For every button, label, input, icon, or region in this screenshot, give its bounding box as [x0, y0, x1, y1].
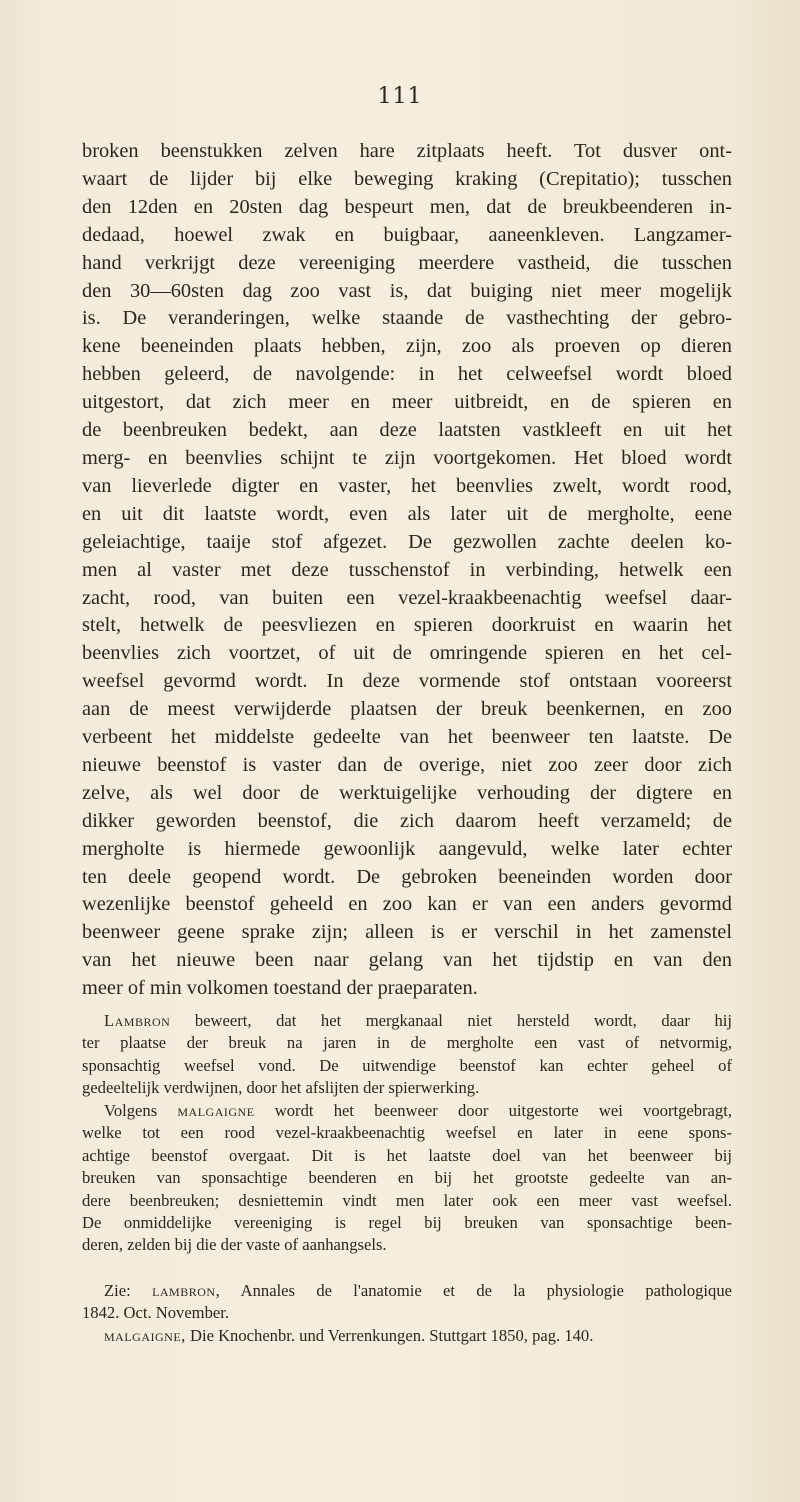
text-line: de beenbreuken bedekt, aan deze laatsten vastkleeft en uit het — [82, 419, 732, 442]
text-line: men al vaster met deze tusschenstof in verbinding, hetwelk een — [82, 558, 732, 581]
text-line: uitgestort, dat zich meer en meer uitbreidt, en de spieren en — [82, 391, 732, 414]
text-line: geleiachtige, taaije stof afgezet. De gezwollen zachte deelen ko- — [82, 530, 732, 553]
text-line: waart de lijder bij elke beweging kraking (Crepitatio); tusschen — [82, 167, 732, 190]
footnote-line: dere beenbreuken; desniettemin vindt men later ook een meer vast weefsel. — [82, 1190, 732, 1210]
text-line: wezenlijke beenstof geheeld en zoo kan er van een anders gevormd — [82, 893, 732, 916]
author-name: Lambron — [104, 1011, 171, 1030]
text-line: stelt, hetwelk de peesvliezen en spieren doorkruist en waarin het — [82, 614, 732, 637]
page-number: 111 — [377, 84, 423, 109]
text-line: den 30—60sten dag zoo vast is, dat buiging niet meer mogelijk — [82, 279, 732, 302]
text-line: merg- en beenvlies schijnt te zijn voortgekomen. Het bloed wordt — [82, 446, 732, 469]
text-line: meer of min volkomen toestand der praeparaten. — [82, 977, 478, 1000]
body-text — [82, 138, 732, 1003]
footnote-line: sponsachtig weefsel vond. De uitwendige beenstof kan echter geheel of — [82, 1055, 732, 1075]
text-line: hand verkrijgt deze vereeniging meerdere vastheid, die tusschen — [82, 251, 732, 274]
text-line: beenweer geene sprake zijn; alleen is er verschil in het zamenstel — [82, 921, 732, 944]
footnote-line: deren, zelden bij die der vaste of aanhangsels. — [82, 1235, 387, 1255]
text-line: beenvlies zich voortzet, of uit de omringende spieren en het cel- — [82, 642, 732, 665]
text-line: kene beeneinden plaats hebben, zijn, zoo als proeven op dieren — [82, 335, 732, 358]
text-line: nieuwe beenstof is vaster dan de overige, niet zoo zeer door zich — [82, 753, 732, 776]
footnote-line: achtige beenstof overgaat. Dit is het laatste doel van het beenweer bij — [82, 1145, 732, 1165]
author-name: lambron, — [152, 1281, 221, 1300]
text-line: dikker geworden beenstof, die zich daarom heeft verzameld; de — [82, 809, 732, 832]
footnote-lambron — [82, 1010, 732, 1100]
author-name: malgaigne, — [104, 1325, 186, 1345]
text-line: ten deele geopend wordt. De gebroken beeneinden worden door — [82, 865, 732, 888]
reference-line: malgaigne, Die Knochenbr. und Verrenkungen. Stuttgart 1850, pag. 140. — [104, 1325, 594, 1345]
footnote-line: Volgens malgaigne wordt het beenweer door uitgestorte wei voortgebragt, — [104, 1101, 732, 1120]
footnote-line: welke tot een rood vezel-kraakbeenachtig weefsel en later in eene spons- — [82, 1123, 732, 1143]
references — [82, 1280, 732, 1347]
text-line: van lieverlede digter en vaster, het beenvlies zwelt, wordt rood, — [82, 474, 732, 497]
text-line: verbeent het middelste gedeelte van het beenweer ten laatste. De — [82, 726, 732, 749]
footnote-line: breuken van sponsachtige beenderen en bij het grootste gedeelte van an- — [82, 1168, 732, 1188]
text-line: dedaad, hoewel zwak en buigbaar, aaneenkleven. Langzamer- — [82, 223, 732, 246]
text-line: zelve, als wel door de werktuigelijke verhouding der digtere en — [82, 781, 732, 804]
text-line: hebben geleerd, de navolgende: in het celweefsel wordt bloed — [82, 363, 732, 386]
footnote-line: gedeeltelijk verdwijnen, door het afslijten der spierwerking. — [82, 1078, 480, 1098]
text-line: aan de meest verwijderde plaatsen der breuk beenkernen, en zoo — [82, 698, 732, 721]
footnote-line: De onmiddelijke vereeniging is regel bij breuken van sponsachtige been- — [82, 1213, 732, 1233]
footnote-line: Lambron beweert, dat het mergkanaal niet hersteld wordt, daar hij — [104, 1011, 732, 1030]
reference-line: 1842. Oct. November. — [82, 1303, 230, 1323]
text-line: is. De veranderingen, welke staande de vasthechting der gebro- — [82, 307, 732, 330]
text-line: den 12den en 20sten dag bespeurt men, dat de breukbeenderen in- — [82, 195, 732, 218]
text-line: van het nieuwe been naar gelang van het tijdstip en van den — [82, 949, 732, 972]
text-line: weefsel gevormd wordt. In deze vormende stof ontstaan vooreerst — [82, 670, 732, 693]
text-line: mergholte is hiermede gewoonlijk aangevuld, welke later echter — [82, 837, 732, 860]
text-line: broken beenstukken zelven hare zitplaats heeft. Tot dusver ont- — [82, 140, 732, 162]
text-line: zacht, rood, van buiten een vezel-kraakbeenachtig weefsel daar- — [82, 586, 732, 609]
reference-line: Zie: lambron, Annales de l'anatomie et de la physiologie pathologique — [104, 1281, 732, 1300]
footnote-line: ter plaatse der breuk na jaren in de mergholte een vast of netvormig, — [82, 1033, 732, 1053]
author-name: malgaigne — [177, 1101, 255, 1120]
text-line: en uit dit laatste wordt, even als later uit de mergholte, eene — [82, 502, 732, 525]
footnote-malgaigne — [82, 1100, 732, 1257]
